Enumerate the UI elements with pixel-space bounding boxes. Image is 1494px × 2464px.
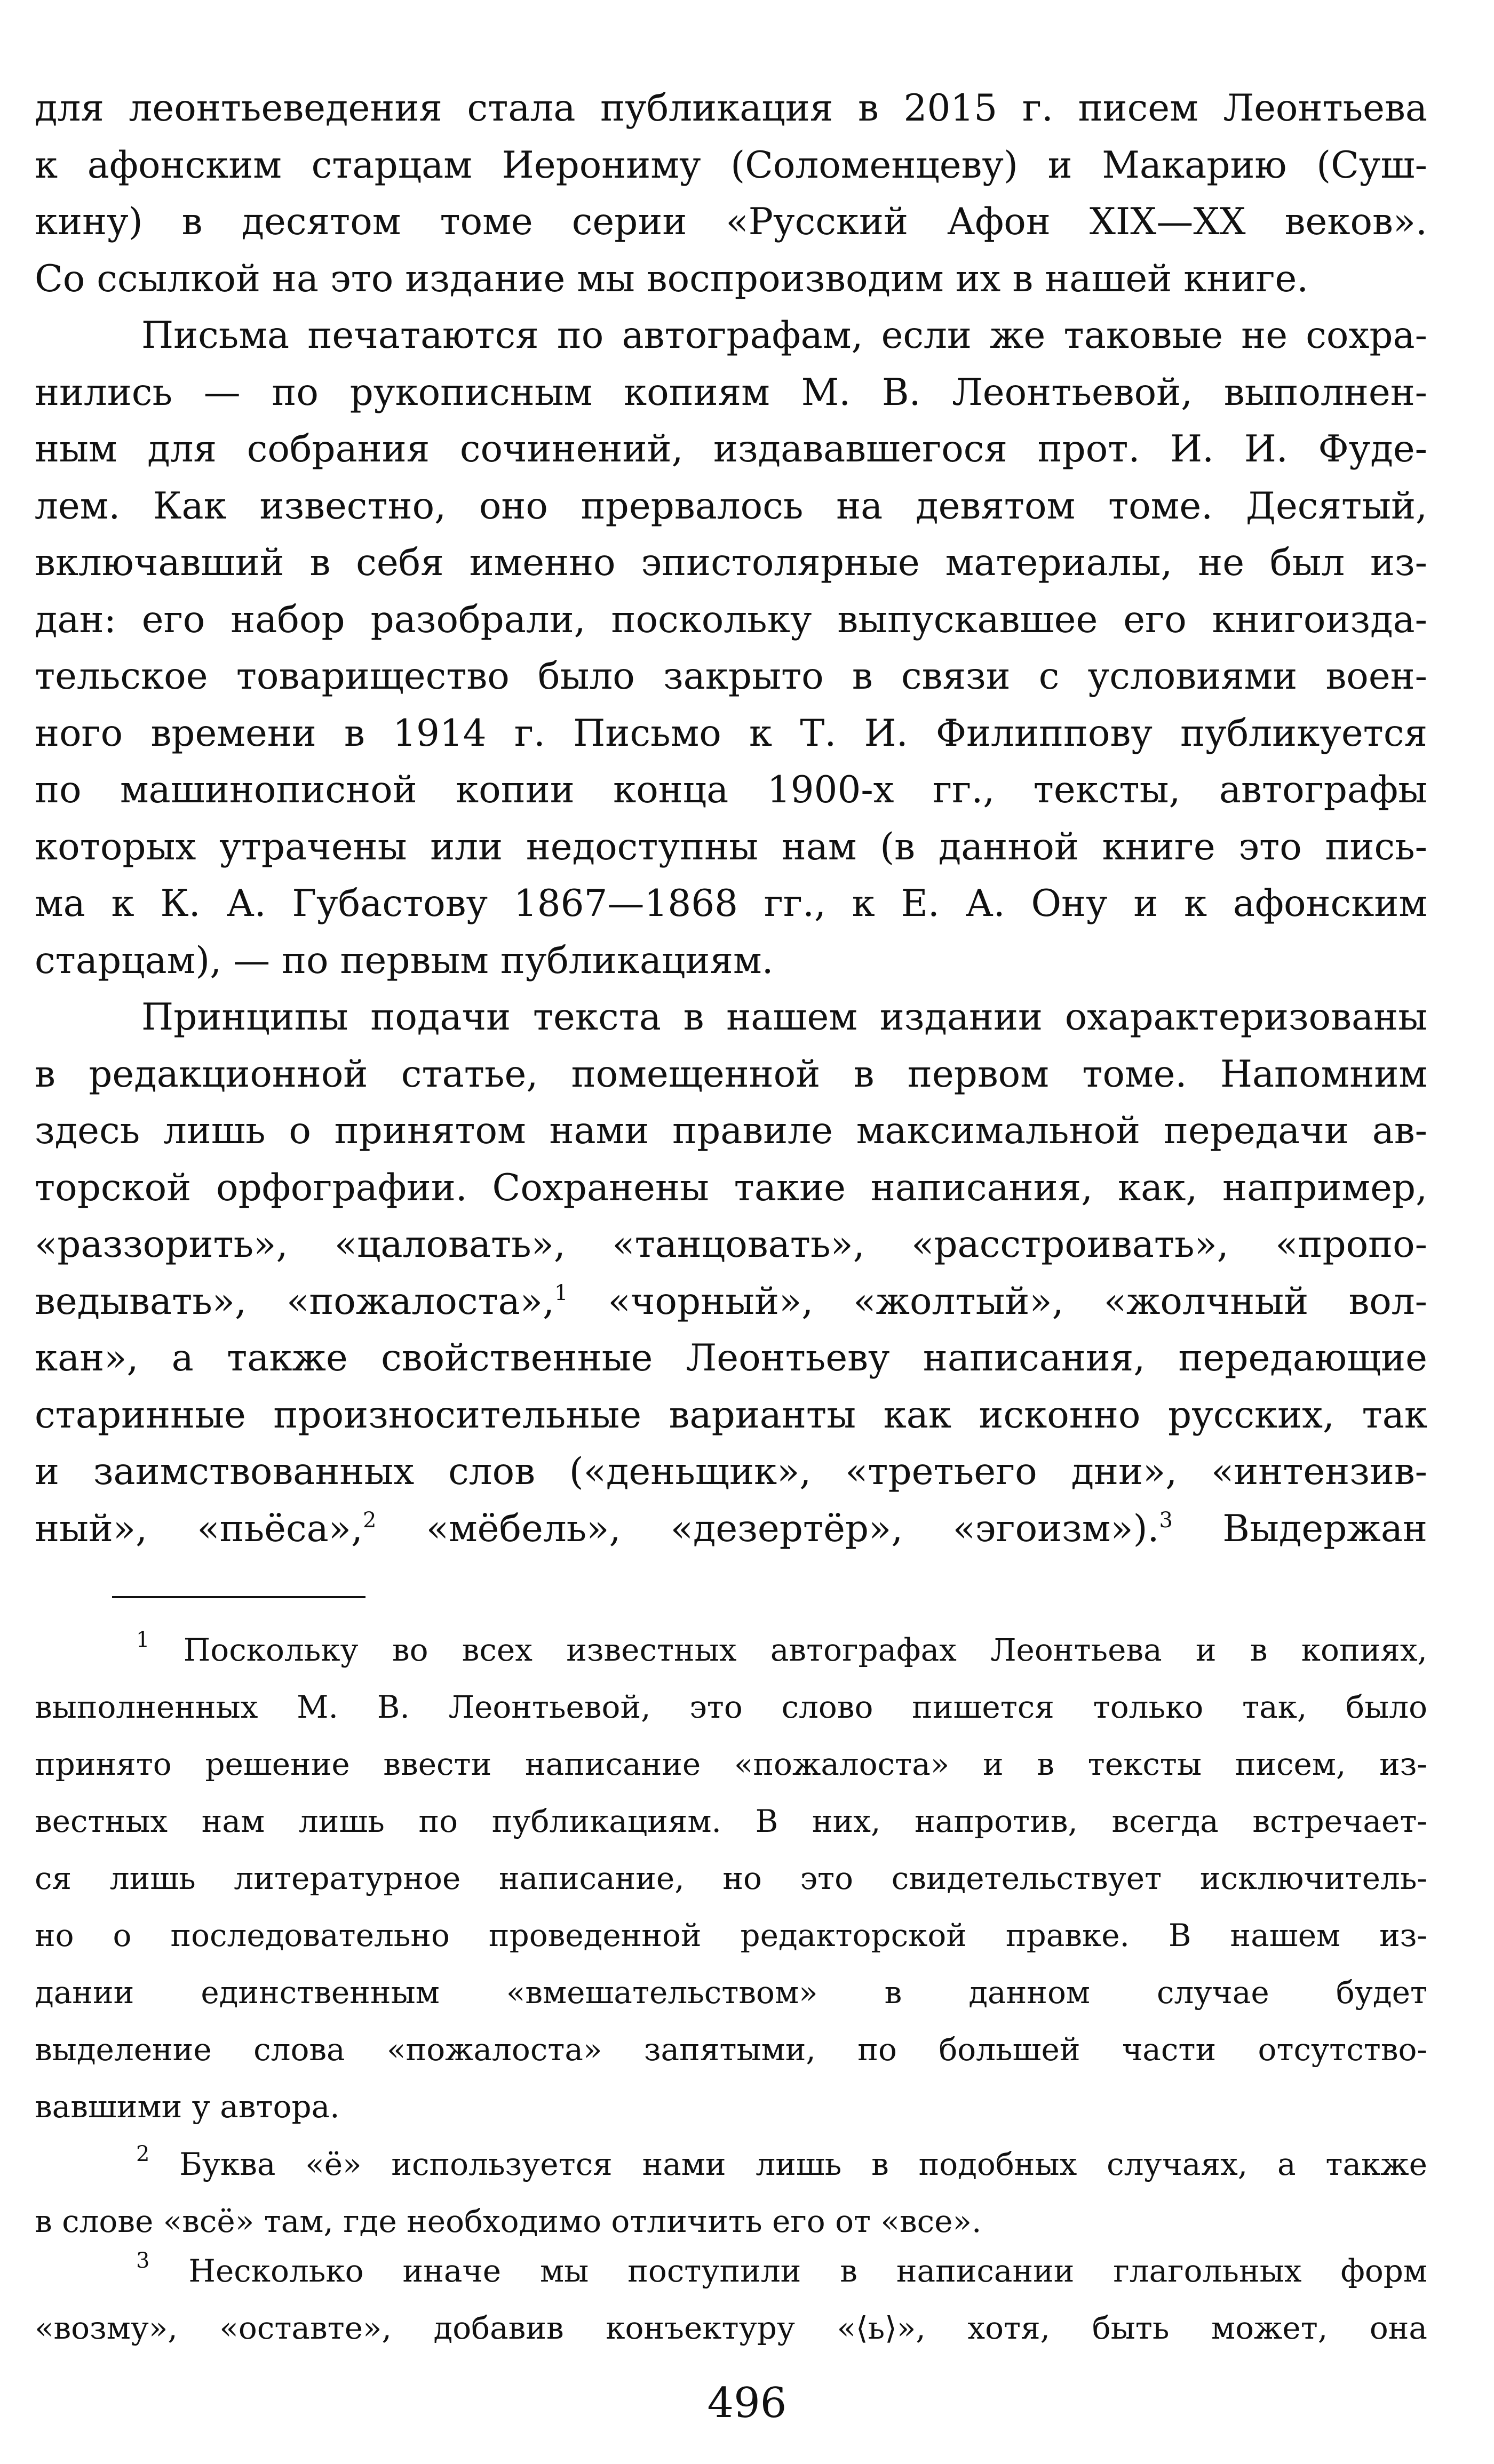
footnote-line: но о последовательно проведенной редакторской правке. В нашем из- [35, 1917, 1427, 1953]
text-line: к афонским старцам Иерониму (Соломенцеву) и Макарию (Суш- [35, 143, 1427, 187]
footnote-line: «возму», «оставте», добавив конъектуру «⟨ь⟩», хотя, быть может, она [35, 2310, 1427, 2346]
text-line: старцам), — по первым публикациям. [35, 939, 774, 982]
text-line: ма к К. А. Губастову 1867—1868 гг., к Е. А. Ону и к афонским [35, 882, 1427, 925]
text-segment: ный», «пьёса», [35, 1507, 363, 1550]
text-line: «раззорить», «цаловать», «танцовать», «расстроивать», «пропо- [35, 1223, 1427, 1266]
text-segment: ведывать», «пожалоста», [35, 1280, 554, 1323]
footnote-marker: 1 [136, 1628, 150, 1652]
text-line: Со ссылкой на это издание мы воспроизводим их в нашей книге. [35, 257, 1309, 300]
text-line: в редакционной статье, помещенной в первом томе. Напомним [35, 1052, 1427, 1096]
text-segment: «чорный», «жолтый», «жолчный вол- [568, 1280, 1427, 1323]
footnote-line: дании единственным «вмешательством» в данном случае будет [35, 1974, 1427, 2011]
footnote-line: принято решение ввести написание «пожалоста» и в тексты писем, из- [35, 1746, 1427, 1782]
text-line-with-footnote-ref [35, 1501, 1427, 1558]
text-line: здесь лишь о принятом нами правиле максимальной передачи ав- [35, 1110, 1427, 1152]
main-text [35, 80, 1427, 1557]
text-line: тельское товарищество было закрыто в связи с условиями воен- [35, 655, 1427, 698]
text-line: по машинописной копии конца 1900-х гг., тексты, автографы [35, 769, 1427, 811]
paragraph-start-line: Письма печатаются по автографам, если же таковые не сохра- [141, 314, 1427, 357]
footnote-line: в слове «всё» там, где необходимо отличить его от «все». [35, 2203, 982, 2239]
footnote-line [35, 1622, 1427, 1679]
footnote-line: вавшими у автора. [35, 2088, 340, 2125]
footnote-line [35, 2136, 1427, 2193]
footnote-line: ся лишь литературное написание, но это свидетельствует исключитель- [35, 1860, 1427, 1896]
text-line: лем. Как известно, оно прервалось на девятом томе. Десятый, [35, 484, 1427, 528]
text-line: кину) в десятом томе серии «Русский Афон XIX—XX веков». [35, 201, 1427, 243]
text-line: торской орфографии. Сохранены такие написания, как, например, [35, 1166, 1427, 1209]
text-line: которых утрачены или недоступны нам (в данной книге это пись- [35, 825, 1427, 868]
footnote-marker: 2 [136, 2142, 150, 2166]
footnote-3 [35, 2243, 1427, 2357]
text-line: включавший в себя именно эпистолярные материалы, не был из- [35, 541, 1427, 584]
footnote-separator [112, 1596, 365, 1598]
text-line: и заимствованных слов («деньщик», «третьего дни», «интензив- [35, 1450, 1427, 1493]
footnote-2 [35, 2136, 1427, 2250]
text-line: ным для собрания сочинений, издававшегося прот. И. И. Фуде- [35, 428, 1427, 471]
text-line-with-footnote-ref [35, 1273, 1427, 1330]
footnote-text: Поскольку во всех известных автографах Леонтьева и в копиях, [149, 1632, 1427, 1668]
footnote-ref-3[interactable]: 3 [1159, 1508, 1173, 1533]
footnote-marker: 3 [136, 2248, 150, 2273]
text-segment: «мёбель», «дезертёр», «эгоизм»). [376, 1507, 1159, 1550]
text-line: нились — по рукописным копиям М. В. Леонтьевой, выполнен- [35, 371, 1427, 414]
paragraph-start-line: Принципы подачи текста в нашем издании охарактеризованы [141, 996, 1427, 1039]
page-number: 496 [707, 2379, 787, 2427]
text-line: для леонтьеведения стала публикация в 2015 г. писем Леонтьева [35, 87, 1427, 130]
footnote-line: выполненных М. В. Леонтьевой, это слово пишется только так, было [35, 1689, 1427, 1725]
text-line: дан: его набор разобрали, поскольку выпускавшее его книгоизда- [35, 598, 1427, 641]
text-line: кан», а также свойственные Леонтьеву написания, передающие [35, 1337, 1427, 1379]
footnote-ref-1[interactable]: 1 [554, 1280, 568, 1305]
footnote-ref-2[interactable]: 2 [362, 1508, 377, 1533]
footnote-line: вестных нам лишь по публикациям. В них, напротив, всегда встречает- [35, 1803, 1427, 1839]
footnote-line [35, 2243, 1427, 2300]
text-line: ного времени в 1914 г. Письмо к Т. И. Филиппову публикуется [35, 712, 1427, 755]
text-segment: Выдержан [1172, 1507, 1427, 1550]
footnote-1 [35, 1622, 1427, 2135]
footnote-text: Несколько иначе мы поступили в написании глагольных форм [149, 2253, 1427, 2289]
footnote-line: выделение слова «пожалоста» запятыми, по большей части отсутство- [35, 2031, 1427, 2068]
text-line: старинные произносительные варианты как исконно русских, так [35, 1393, 1427, 1437]
footnote-text: Буква «ё» используется нами лишь в подобных случаях, а также [149, 2146, 1427, 2182]
